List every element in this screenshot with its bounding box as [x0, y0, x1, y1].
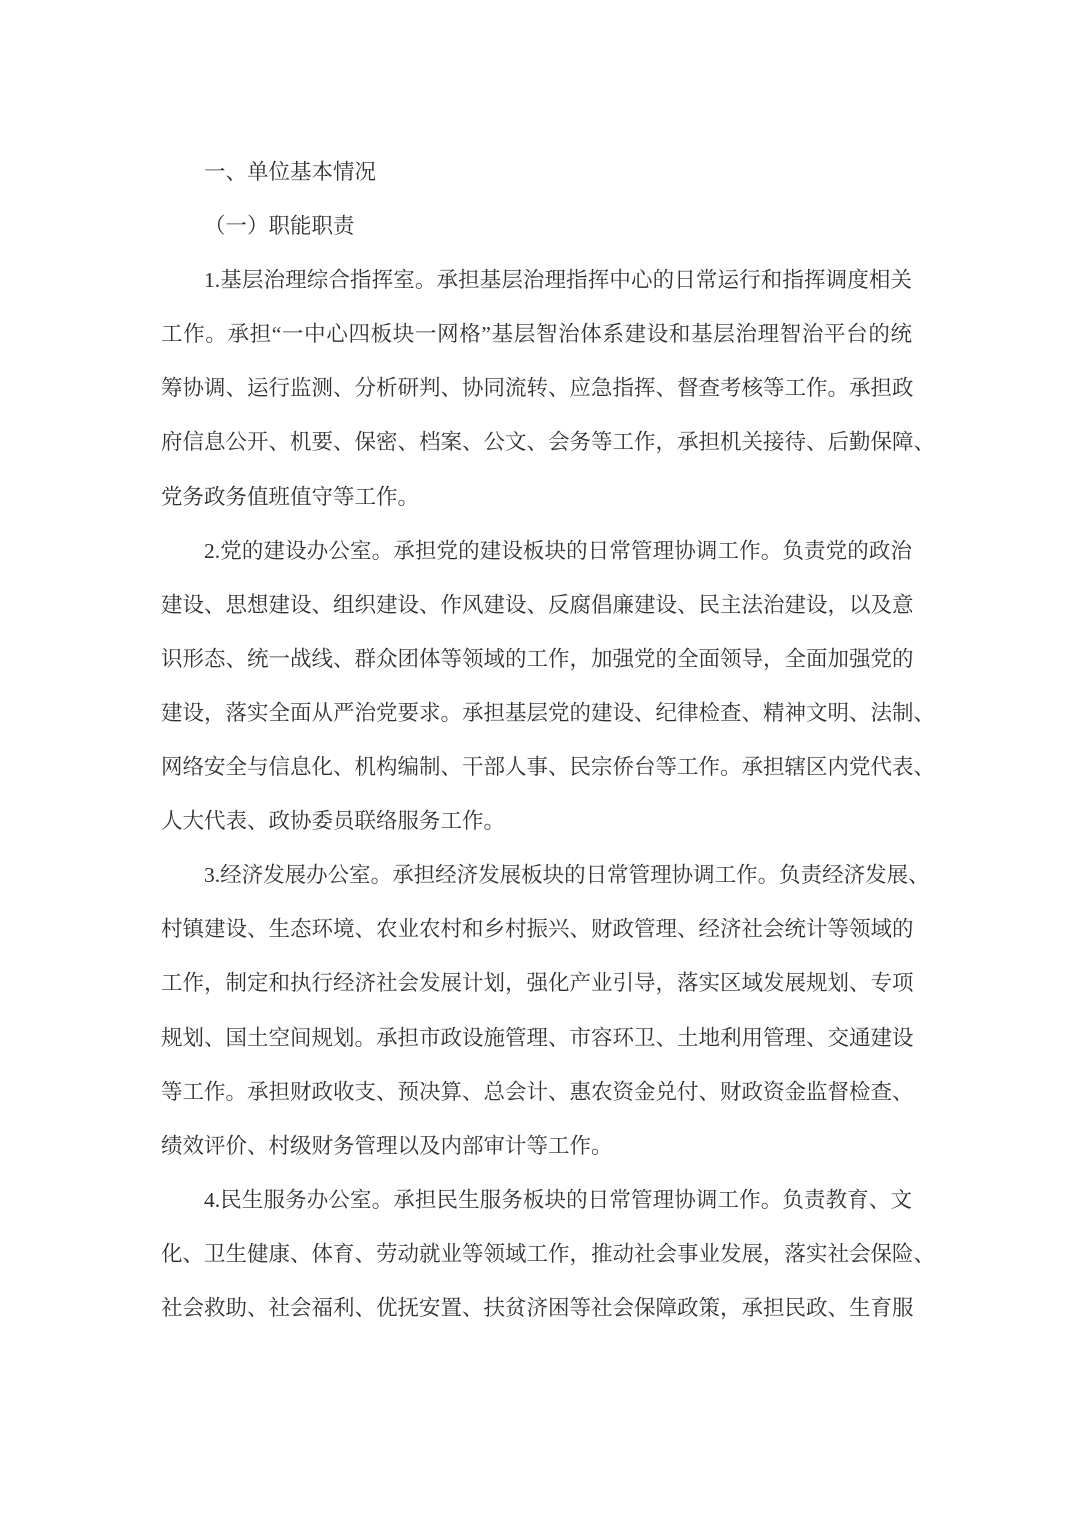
text-line: 府信息公开、机要、保密、档案、公文、会务等工作，承担机关接待、后勤保障、	[161, 430, 936, 455]
text-line: 党务政务值班值守等工作。	[161, 484, 420, 509]
text-line: 人大代表、政协委员联络服务工作。	[161, 809, 506, 834]
text-line: 社会救助、社会福利、优抚安置、扶贫济困等社会保障政策，承担民政、生育服	[161, 1295, 914, 1320]
text-line: 建设，落实全面从严治党要求。承担基层党的建设、纪律检查、精神文明、法制、	[161, 700, 936, 725]
text-line: 1.基层治理综合指挥室。承担基层治理指挥中心的日常运行和指挥调度相关	[204, 268, 912, 293]
document-body	[161, 145, 936, 1335]
text-line: 筹协调、运行监测、分析研判、协同流转、应急指挥、督查考核等工作。承担政	[161, 376, 914, 401]
text-line: 4.民生服务办公室。承担民生服务板块的日常管理协调工作。负责教育、文	[204, 1187, 912, 1212]
text-line: 建设、思想建设、组织建设、作风建设、反腐倡廉建设、民主法治建设，以及意	[161, 592, 914, 617]
section-heading: 一、单位基本情况	[204, 160, 377, 184]
text-line: 3.经济发展办公室。承担经济发展板块的日常管理协调工作。负责经济发展、	[204, 863, 930, 888]
text-line: 工作，制定和执行经济社会发展计划，强化产业引导，落实区域发展规划、专项	[161, 971, 914, 996]
text-line: 等工作。承担财政收支、预决算、总会计、惠农资金兑付、财政资金监督检查、	[161, 1079, 914, 1104]
text-line: 识形态、统一战线、群众团体等领域的工作，加强党的全面领导，全面加强党的	[161, 646, 914, 671]
subsection-heading: （一）职能职责	[204, 214, 355, 239]
text-line: 工作。承担“一中心四板块一网格”基层智治体系建设和基层治理智治平台的统	[161, 322, 912, 347]
text-line: 村镇建设、生态环境、农业农村和乡村振兴、财政管理、经济社会统计等领域的	[161, 917, 914, 942]
text-line: 规划、国土空间规划。承担市政设施管理、市容环卫、土地利用管理、交通建设	[161, 1025, 914, 1050]
text-line: 化、卫生健康、体育、劳动就业等领域工作，推动社会事业发展，落实社会保险、	[161, 1241, 936, 1266]
text-line: 绩效评价、村级财务管理以及内部审计等工作。	[161, 1133, 613, 1158]
text-line: 2.党的建设办公室。承担党的建设板块的日常管理协调工作。负责党的政治	[204, 538, 912, 563]
text-line: 网络安全与信息化、机构编制、干部人事、民宗侨台等工作。承担辖区内党代表、	[161, 755, 936, 780]
